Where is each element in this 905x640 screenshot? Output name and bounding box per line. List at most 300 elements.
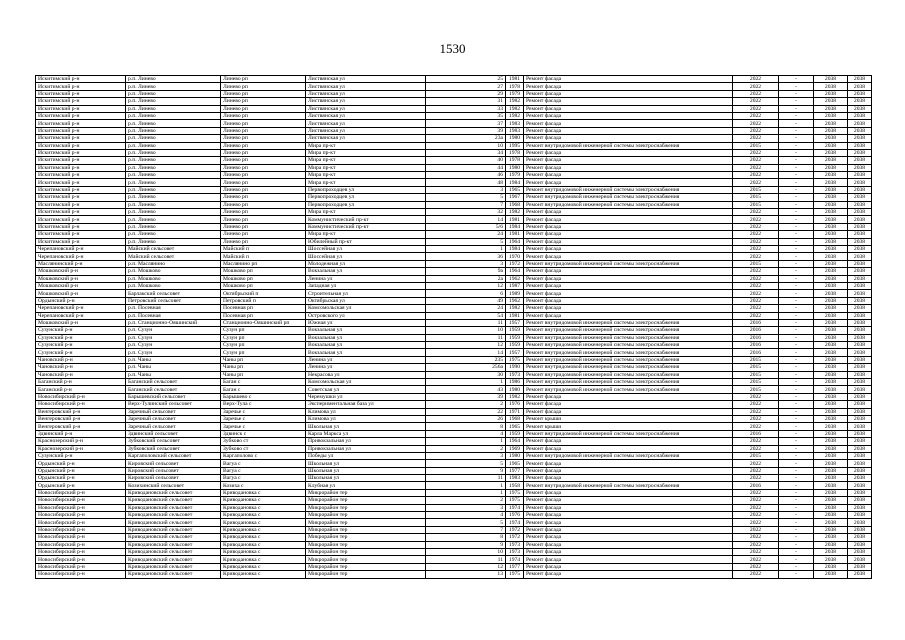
- table-row: [36, 519, 872, 526]
- street-cell: Мира пр-кт: [306, 179, 426, 186]
- locality-cell: Криводановка с: [221, 549, 306, 556]
- district-cell: Новосибирский р-н: [36, 497, 126, 504]
- period-end-cell: 2038: [848, 76, 872, 83]
- street-cell: Листвянская ул: [306, 83, 426, 90]
- build-year-cell: 1986: [506, 379, 524, 386]
- street-cell: Микрорайон тер: [306, 571, 426, 578]
- house-number-cell: 24: [426, 305, 506, 312]
- plan-start-cell: 2022: [733, 231, 779, 238]
- house-number-cell: 5: [426, 519, 506, 526]
- dash-cell: -: [779, 489, 814, 496]
- table-row: [36, 164, 872, 171]
- work-type-cell: Ремонт внутридомовой инженерной системы электроснабжения: [524, 386, 733, 393]
- locality-cell: Линево рп: [221, 142, 306, 149]
- street-cell: Микрорайон тер: [306, 519, 426, 526]
- house-number-cell: 24: [426, 231, 506, 238]
- house-number-cell: 3: [426, 186, 506, 193]
- work-type-cell: Ремонт внутридомовой инженерной системы электроснабжения: [524, 260, 733, 267]
- table-row: [36, 98, 872, 105]
- municipality-cell: Зубковский сельсовет: [126, 438, 221, 445]
- table-row: [36, 290, 872, 297]
- locality-cell: Заречье с: [221, 408, 306, 415]
- district-cell: Краснозерский р-н: [36, 438, 126, 445]
- district-cell: Искитимский р-н: [36, 83, 126, 90]
- municipality-cell: Кировский сельсовет: [126, 475, 221, 482]
- work-type-cell: Ремонт внутридомовой инженерной системы электроснабжения: [524, 379, 733, 386]
- district-cell: Краснозерский р-н: [36, 445, 126, 452]
- table-row: [36, 371, 872, 378]
- plan-end-cell: 2038: [814, 297, 848, 304]
- municipality-cell: Криводановский сельсовет: [126, 534, 221, 541]
- build-year-cell: 1965: [506, 423, 524, 430]
- municipality-cell: р.п. Линево: [126, 98, 221, 105]
- house-number-cell: 3: [426, 504, 506, 511]
- municipality-cell: Кировский сельсовет: [126, 467, 221, 474]
- house-number-cell: 32: [426, 209, 506, 216]
- street-cell: Первопроходцев ул: [306, 201, 426, 208]
- period-end-cell: 2038: [848, 438, 872, 445]
- district-cell: Новосибирский р-н: [36, 534, 126, 541]
- district-cell: Новосибирский р-н: [36, 489, 126, 496]
- street-cell: Микрорайон тер: [306, 512, 426, 519]
- work-type-cell: Ремонт фасада: [524, 519, 733, 526]
- street-cell: Карла Маркса ул: [306, 430, 426, 437]
- plan-end-cell: 2038: [814, 534, 848, 541]
- street-cell: Микрорайон тер: [306, 556, 426, 563]
- plan-end-cell: 2038: [814, 342, 848, 349]
- dash-cell: -: [779, 186, 814, 193]
- district-cell: Новосибирский р-н: [36, 526, 126, 533]
- dash-cell: -: [779, 364, 814, 371]
- plan-end-cell: 2038: [814, 415, 848, 422]
- work-type-cell: Ремонт фасада: [524, 290, 733, 297]
- plan-start-cell: 2022: [733, 445, 779, 452]
- dash-cell: -: [779, 519, 814, 526]
- build-year-cell: 1962: [506, 297, 524, 304]
- work-type-cell: Ремонт внутридомовой инженерной системы электроснабжения: [524, 430, 733, 437]
- dash-cell: -: [779, 371, 814, 378]
- district-cell: Искитимский р-н: [36, 98, 126, 105]
- table-row: [36, 201, 872, 208]
- municipality-cell: Криводановский сельсовет: [126, 512, 221, 519]
- work-type-cell: Ремонт фасада: [524, 253, 733, 260]
- period-end-cell: 2038: [848, 482, 872, 489]
- locality-cell: Криводановка с: [221, 556, 306, 563]
- street-cell: Микрорайон тер: [306, 526, 426, 533]
- house-number-cell: 29: [426, 90, 506, 97]
- municipality-cell: Заречный сельсовет: [126, 415, 221, 422]
- plan-start-cell: 2022: [733, 541, 779, 548]
- district-cell: Искитимский р-н: [36, 201, 126, 208]
- dash-cell: -: [779, 423, 814, 430]
- period-end-cell: 2038: [848, 445, 872, 452]
- locality-cell: Баган с: [221, 386, 306, 393]
- house-number-cell: 8: [426, 534, 506, 541]
- period-end-cell: 2038: [848, 430, 872, 437]
- street-cell: Коммунистический пр-кт: [306, 223, 426, 230]
- dash-cell: -: [779, 415, 814, 422]
- plan-start-cell: 2022: [733, 526, 779, 533]
- plan-start-cell: 2022: [733, 90, 779, 97]
- plan-end-cell: 2038: [814, 172, 848, 179]
- municipality-cell: р.п. Линево: [126, 76, 221, 83]
- build-year-cell: 1978: [506, 149, 524, 156]
- plan-end-cell: 2038: [814, 401, 848, 408]
- plan-end-cell: 2038: [814, 127, 848, 134]
- plan-start-cell: 2022: [733, 127, 779, 134]
- district-cell: Искитимский р-н: [36, 76, 126, 83]
- plan-start-cell: 2022: [733, 415, 779, 422]
- street-cell: Листвянская ул: [306, 135, 426, 142]
- table-row: [36, 408, 872, 415]
- street-cell: Листвянская ул: [306, 120, 426, 127]
- plan-start-cell: 2022: [733, 223, 779, 230]
- municipality-cell: Кировский сельсовет: [126, 460, 221, 467]
- period-end-cell: 2038: [848, 238, 872, 245]
- plan-end-cell: 2038: [814, 120, 848, 127]
- table-row: [36, 238, 872, 245]
- municipality-cell: р.п. Линево: [126, 127, 221, 134]
- plan-start-cell: 2022: [733, 268, 779, 275]
- work-type-cell: Ремонт внутридомовой инженерной системы электроснабжения: [524, 319, 733, 326]
- build-year-cell: 1980: [506, 164, 524, 171]
- district-cell: Искитимский р-н: [36, 186, 126, 193]
- table-row: [36, 194, 872, 201]
- plan-start-cell: 2022: [733, 120, 779, 127]
- municipality-cell: р.п. Линево: [126, 186, 221, 193]
- locality-cell: Октябрьский п: [221, 290, 306, 297]
- dash-cell: -: [779, 223, 814, 230]
- plan-end-cell: 2038: [814, 260, 848, 267]
- build-year-cell: 1979: [506, 172, 524, 179]
- district-cell: Мошковский р-н: [36, 282, 126, 289]
- district-cell: Маслянинский р-н: [36, 260, 126, 267]
- period-end-cell: 2038: [848, 312, 872, 319]
- dash-cell: -: [779, 90, 814, 97]
- work-type-cell: Ремонт внутридомовой инженерной системы электроснабжения: [524, 356, 733, 363]
- work-type-cell: Ремонт внутридомовой инженерной системы электроснабжения: [524, 342, 733, 349]
- build-year-cell: 1977: [506, 563, 524, 570]
- plan-end-cell: 2038: [814, 312, 848, 319]
- locality-cell: Сузун рп: [221, 342, 306, 349]
- street-cell: Островского ул: [306, 312, 426, 319]
- district-cell: Искитимский р-н: [36, 223, 126, 230]
- table-row: [36, 305, 872, 312]
- municipality-cell: Криводановский сельсовет: [126, 519, 221, 526]
- plan-start-cell: 2022: [733, 475, 779, 482]
- house-number-cell: 46: [426, 172, 506, 179]
- period-end-cell: 2038: [848, 563, 872, 570]
- street-cell: Привокзальная ул: [306, 445, 426, 452]
- district-cell: Новосибирский р-н: [36, 563, 126, 570]
- plan-end-cell: 2038: [814, 268, 848, 275]
- build-year-cell: 1983: [506, 120, 524, 127]
- work-type-cell: Ремонт фасада: [524, 460, 733, 467]
- work-type-cell: Ремонт фасада: [524, 231, 733, 238]
- locality-cell: Вагуа с: [221, 460, 306, 467]
- house-number-cell: 11: [426, 556, 506, 563]
- plan-start-cell: 2016: [733, 349, 779, 356]
- house-number-cell: 2: [426, 445, 506, 452]
- period-end-cell: 2038: [848, 231, 872, 238]
- build-year-cell: 1983: [506, 475, 524, 482]
- build-year-cell: 1957: [506, 349, 524, 356]
- locality-cell: Линево рп: [221, 76, 306, 83]
- house-number-cell: 7: [426, 201, 506, 208]
- plan-end-cell: 2038: [814, 445, 848, 452]
- work-type-cell: Ремонт фасада: [524, 127, 733, 134]
- locality-cell: Криводановка с: [221, 526, 306, 533]
- build-year-cell: 1975: [506, 497, 524, 504]
- table-row: [36, 90, 872, 97]
- table-row: [36, 386, 872, 393]
- plan-start-cell: 2022: [733, 312, 779, 319]
- district-cell: Новосибирский р-н: [36, 519, 126, 526]
- municipality-cell: р.п. Чаны: [126, 364, 221, 371]
- dash-cell: -: [779, 563, 814, 570]
- work-type-cell: Ремонт фасада: [524, 245, 733, 252]
- work-type-cell: Ремонт фасада: [524, 305, 733, 312]
- district-cell: Баганский р-н: [36, 386, 126, 393]
- period-end-cell: 2038: [848, 290, 872, 297]
- house-number-cell: 14: [426, 216, 506, 223]
- locality-cell: Барышево с: [221, 393, 306, 400]
- build-year-cell: 1959: [506, 430, 524, 437]
- plan-start-cell: 2022: [733, 571, 779, 578]
- period-end-cell: 2038: [848, 475, 872, 482]
- period-end-cell: 2038: [848, 253, 872, 260]
- table-row: [36, 135, 872, 142]
- work-type-cell: Ремонт фасада: [524, 209, 733, 216]
- municipality-cell: Майский сельсовет: [126, 245, 221, 252]
- period-end-cell: 2038: [848, 216, 872, 223]
- work-type-cell: Ремонт фасада: [524, 438, 733, 445]
- municipality-cell: Баганский сельсовет: [126, 386, 221, 393]
- plan-end-cell: 2038: [814, 98, 848, 105]
- street-cell: Шоссейная ул: [306, 245, 426, 252]
- plan-end-cell: 2038: [814, 231, 848, 238]
- table-row: [36, 364, 872, 371]
- period-end-cell: 2038: [848, 297, 872, 304]
- house-number-cell: 12: [426, 282, 506, 289]
- house-number-cell: 13: [426, 571, 506, 578]
- dash-cell: -: [779, 282, 814, 289]
- build-year-cell: 1962: [506, 275, 524, 282]
- period-end-cell: 2038: [848, 371, 872, 378]
- build-year-cell: 1958: [506, 482, 524, 489]
- period-end-cell: 2038: [848, 179, 872, 186]
- street-cell: Молодежная ул: [306, 260, 426, 267]
- plan-end-cell: 2038: [814, 467, 848, 474]
- municipality-cell: р.п. Линево: [126, 209, 221, 216]
- build-year-cell: 1973: [506, 371, 524, 378]
- table-row: [36, 356, 872, 363]
- build-year-cell: 1959: [506, 334, 524, 341]
- house-number-cell: 35: [426, 112, 506, 119]
- street-cell: Микрорайон тер: [306, 563, 426, 570]
- plan-end-cell: 2038: [814, 135, 848, 142]
- house-number-cell: 25: [426, 76, 506, 83]
- table-row: [36, 253, 872, 260]
- build-year-cell: 1975: [506, 571, 524, 578]
- plan-start-cell: 2022: [733, 489, 779, 496]
- table-row: [36, 76, 872, 83]
- plan-end-cell: 2038: [814, 430, 848, 437]
- plan-start-cell: 2022: [733, 83, 779, 90]
- district-cell: Новосибирский р-н: [36, 541, 126, 548]
- period-end-cell: 2038: [848, 186, 872, 193]
- plan-start-cell: 2015: [733, 452, 779, 459]
- municipality-cell: р.п. Линево: [126, 216, 221, 223]
- period-end-cell: 2038: [848, 423, 872, 430]
- work-type-cell: Ремонт фасада: [524, 445, 733, 452]
- work-type-cell: Ремонт внутридомовой инженерной системы электроснабжения: [524, 194, 733, 201]
- house-number-cell: 36: [426, 253, 506, 260]
- district-cell: Искитимский р-н: [36, 164, 126, 171]
- work-type-cell: Ремонт фасада: [524, 179, 733, 186]
- plan-start-cell: 2022: [733, 172, 779, 179]
- locality-cell: Станционно-Ояшинский рп: [221, 319, 306, 326]
- locality-cell: Заречье с: [221, 415, 306, 422]
- build-year-cell: 1984: [506, 245, 524, 252]
- dash-cell: -: [779, 393, 814, 400]
- district-cell: Искитимский р-н: [36, 157, 126, 164]
- plan-end-cell: 2038: [814, 364, 848, 371]
- locality-cell: Мошково рп: [221, 275, 306, 282]
- house-number-cell: 256а: [426, 364, 506, 371]
- district-cell: Искитимский р-н: [36, 127, 126, 134]
- plan-end-cell: 2038: [814, 216, 848, 223]
- period-end-cell: 2038: [848, 342, 872, 349]
- street-cell: Микрорайон тер: [306, 504, 426, 511]
- dash-cell: -: [779, 504, 814, 511]
- house-number-cell: 1: [426, 489, 506, 496]
- work-type-cell: Ремонт фасада: [524, 282, 733, 289]
- table-row: [36, 393, 872, 400]
- dash-cell: -: [779, 268, 814, 275]
- municipality-cell: Каргаполовский сельсовет: [126, 452, 221, 459]
- district-cell: Сузунский р-н: [36, 327, 126, 334]
- locality-cell: Линево рп: [221, 172, 306, 179]
- municipality-cell: р.п. Линево: [126, 157, 221, 164]
- plan-end-cell: 2038: [814, 90, 848, 97]
- build-year-cell: 1979: [506, 90, 524, 97]
- locality-cell: Линево рп: [221, 223, 306, 230]
- locality-cell: Криводановка с: [221, 512, 306, 519]
- work-type-cell: Ремонт фасада: [524, 556, 733, 563]
- build-year-cell: 1987: [506, 282, 524, 289]
- table-row: [36, 172, 872, 179]
- municipality-cell: Козихинский сельсовет: [126, 482, 221, 489]
- street-cell: Мира пр-кт: [306, 231, 426, 238]
- house-number-cell: 2а: [426, 275, 506, 282]
- district-cell: Венгеровский р-н: [36, 415, 126, 422]
- municipality-cell: Криводановский сельсовет: [126, 526, 221, 533]
- municipality-cell: р.п. Сузун: [126, 342, 221, 349]
- work-type-cell: Ремонт внутридомовой инженерной системы электроснабжения: [524, 371, 733, 378]
- build-year-cell: 1972: [506, 534, 524, 541]
- street-cell: Вокзальная ул: [306, 327, 426, 334]
- municipality-cell: Заречный сельсовет: [126, 408, 221, 415]
- table-row: [36, 209, 872, 216]
- locality-cell: Линево рп: [221, 90, 306, 97]
- locality-cell: Майский п: [221, 253, 306, 260]
- dash-cell: -: [779, 319, 814, 326]
- street-cell: Коммунистический пр-кт: [306, 216, 426, 223]
- plan-start-cell: 2022: [733, 504, 779, 511]
- plan-end-cell: 2038: [814, 571, 848, 578]
- table-row: [36, 112, 872, 119]
- plan-start-cell: 2022: [733, 164, 779, 171]
- build-year-cell: 1980: [506, 135, 524, 142]
- dash-cell: -: [779, 571, 814, 578]
- work-type-cell: Ремонт фасада: [524, 216, 733, 223]
- period-end-cell: 2038: [848, 135, 872, 142]
- street-cell: Климова ул: [306, 408, 426, 415]
- dash-cell: -: [779, 245, 814, 252]
- dash-cell: -: [779, 460, 814, 467]
- street-cell: Черемушки ул: [306, 393, 426, 400]
- plan-start-cell: 2022: [733, 423, 779, 430]
- district-cell: Мошковский р-н: [36, 319, 126, 326]
- table-row: [36, 504, 872, 511]
- dash-cell: -: [779, 467, 814, 474]
- street-cell: Листвянская ул: [306, 98, 426, 105]
- dash-cell: -: [779, 127, 814, 134]
- period-end-cell: 2038: [848, 349, 872, 356]
- dash-cell: -: [779, 83, 814, 90]
- work-type-cell: Ремонт фасада: [524, 549, 733, 556]
- work-type-cell: Ремонт крыши: [524, 415, 733, 422]
- street-cell: Листвянская ул: [306, 76, 426, 83]
- street-cell: Комсомольская ул: [306, 379, 426, 386]
- locality-cell: Сузун рп: [221, 334, 306, 341]
- build-year-cell: 1972: [506, 260, 524, 267]
- municipality-cell: р.п. Линево: [126, 201, 221, 208]
- plan-end-cell: 2038: [814, 282, 848, 289]
- district-cell: Искитимский р-н: [36, 209, 126, 216]
- plan-start-cell: 2016: [733, 319, 779, 326]
- locality-cell: Линево рп: [221, 231, 306, 238]
- street-cell: Ленина ул: [306, 275, 426, 282]
- dash-cell: -: [779, 76, 814, 83]
- house-number-cell: 11: [426, 334, 506, 341]
- plan-start-cell: 2022: [733, 549, 779, 556]
- locality-cell: Криводановка с: [221, 541, 306, 548]
- district-cell: Чановский р-н: [36, 364, 126, 371]
- plan-start-cell: 2022: [733, 401, 779, 408]
- district-cell: Искитимский р-н: [36, 135, 126, 142]
- table-row: [36, 563, 872, 570]
- locality-cell: Чаны рп: [221, 371, 306, 378]
- plan-start-cell: 2016: [733, 334, 779, 341]
- dash-cell: -: [779, 475, 814, 482]
- district-cell: Искитимский р-н: [36, 238, 126, 245]
- work-type-cell: Ремонт фасада: [524, 563, 733, 570]
- street-cell: Вокзальная ул: [306, 334, 426, 341]
- dash-cell: -: [779, 379, 814, 386]
- district-cell: Черепановский р-н: [36, 312, 126, 319]
- street-cell: Некрасова ул: [306, 371, 426, 378]
- build-year-cell: 1982: [506, 105, 524, 112]
- plan-end-cell: 2038: [814, 541, 848, 548]
- house-number-cell: 8: [426, 423, 506, 430]
- dash-cell: -: [779, 497, 814, 504]
- build-year-cell: 1970: [506, 253, 524, 260]
- municipality-cell: Криводановский сельсовет: [126, 489, 221, 496]
- municipality-cell: р.п. Линево: [126, 142, 221, 149]
- plan-end-cell: 2038: [814, 319, 848, 326]
